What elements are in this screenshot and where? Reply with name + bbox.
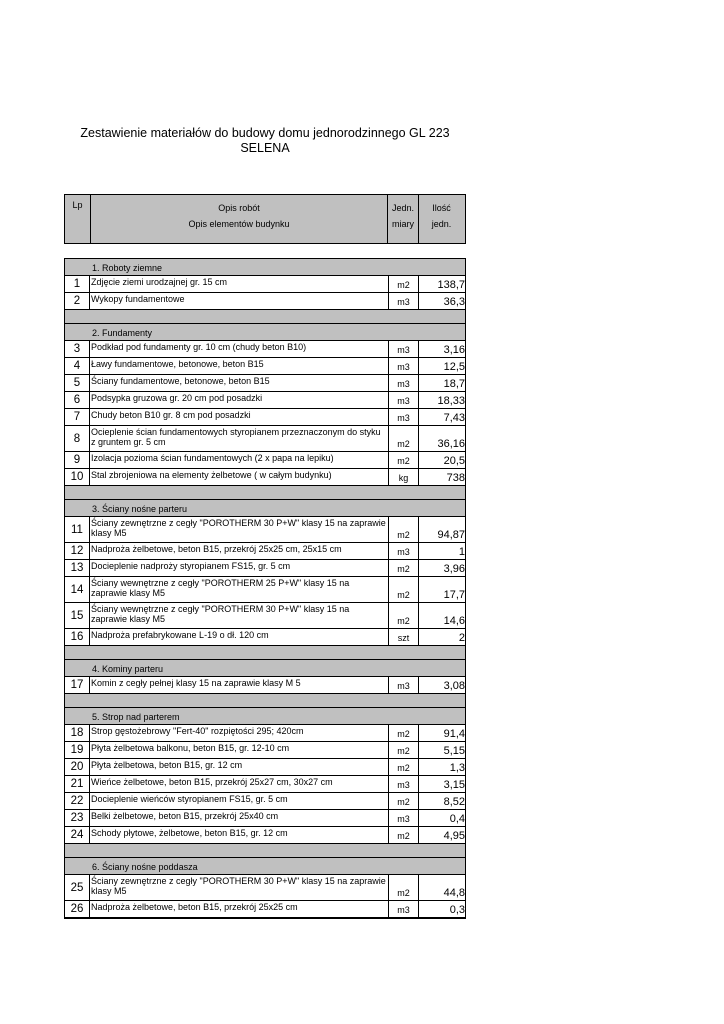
row-number: 11 bbox=[65, 517, 90, 542]
materials-table bbox=[64, 258, 466, 919]
table-row bbox=[64, 809, 466, 826]
row-unit: m2 bbox=[388, 517, 419, 542]
table-row bbox=[64, 516, 466, 542]
row-description: Schody płytowe, żelbetowe, beton B15, gr. 12 cm bbox=[91, 828, 288, 838]
row-unit: m3 bbox=[388, 392, 419, 408]
row-number: 16 bbox=[65, 629, 90, 645]
row-unit: m2 bbox=[388, 603, 419, 628]
row-description: Izolacja pozioma ścian fundamentowych (2 x papa na lepiku) bbox=[91, 453, 334, 463]
row-quantity: 20,5 bbox=[443, 455, 465, 467]
row-unit: m3 bbox=[388, 677, 419, 693]
row-unit: m3 bbox=[388, 409, 419, 425]
row-number: 4 bbox=[65, 358, 90, 374]
row-number: 6 bbox=[65, 392, 90, 408]
row-number: 22 bbox=[65, 793, 90, 809]
row-description: Ściany fundamentowe, betonowe, beton B15 bbox=[91, 376, 270, 386]
row-description: Nadproża żelbetowe, beton B15, przekrój 25x25 cm bbox=[91, 902, 298, 912]
table-row bbox=[64, 391, 466, 408]
row-quantity: 0,4 bbox=[449, 813, 465, 825]
row-description: Nadproża żelbetowe, beton B15, przekrój 25x25 cm, 25x15 cm bbox=[91, 544, 342, 554]
row-description: Docieplenie wieńców styropianem FS15, gr. 5 cm bbox=[91, 794, 288, 804]
row-description: Wykopy fundamentowe bbox=[91, 294, 185, 304]
row-number: 19 bbox=[65, 742, 90, 758]
table-row bbox=[64, 559, 466, 576]
row-unit: m3 bbox=[388, 901, 419, 917]
row-description: Chudy beton B10 gr. 8 cm pod posadzki bbox=[91, 410, 251, 420]
table-row bbox=[64, 826, 466, 843]
table-row bbox=[64, 468, 466, 485]
row-description: Ściany wewnętrzne z cegły "POROTHERM 30 P+W" klasy 15 na zaprawie klasy M5 bbox=[91, 604, 387, 624]
row-number: 3 bbox=[65, 341, 90, 357]
row-unit: m3 bbox=[388, 293, 419, 309]
table-row bbox=[64, 724, 466, 741]
row-description: Nadproża prefabrykowane L-19 o dł. 120 cm bbox=[91, 630, 269, 640]
row-quantity: 94,87 bbox=[437, 529, 465, 541]
table-row bbox=[64, 275, 466, 292]
row-unit: m2 bbox=[388, 452, 419, 468]
section-spacer bbox=[64, 693, 466, 707]
table-row bbox=[64, 602, 466, 628]
row-unit: m2 bbox=[388, 742, 419, 758]
header-description-line-1: Opis robót bbox=[218, 203, 260, 213]
row-quantity: 36,16 bbox=[437, 438, 465, 450]
row-description: Ławy fundamentowe, betonowe, beton B15 bbox=[91, 359, 264, 369]
row-unit: kg bbox=[388, 469, 419, 485]
table-row bbox=[64, 741, 466, 758]
row-unit: m3 bbox=[388, 358, 419, 374]
table-row bbox=[64, 408, 466, 425]
section-title: 6. Ściany nośne poddasza bbox=[92, 862, 198, 872]
section-header bbox=[64, 258, 466, 275]
row-description: Komin z cegły pełnej klasy 15 na zaprawie klasy M 5 bbox=[91, 678, 301, 688]
table-row bbox=[64, 374, 466, 391]
section-title: 5. Strop nad parterem bbox=[92, 712, 180, 722]
row-quantity: 36,3 bbox=[443, 296, 465, 308]
row-quantity: 138,7 bbox=[437, 279, 465, 291]
row-description: Płyta żelbetowa, beton B15, gr. 12 cm bbox=[91, 760, 243, 770]
row-quantity: 738 bbox=[446, 472, 465, 484]
row-number: 24 bbox=[65, 827, 90, 843]
row-number: 14 bbox=[65, 577, 90, 602]
header-quantity-line-1: Ilość bbox=[432, 203, 451, 213]
row-number: 25 bbox=[65, 875, 90, 900]
section-title: 4. Kominy parteru bbox=[92, 664, 164, 674]
row-quantity: 91,4 bbox=[443, 728, 465, 740]
row-description: Płyta żelbetowa balkonu, beton B15, gr. 12-10 cm bbox=[91, 743, 290, 753]
table-row bbox=[64, 425, 466, 451]
row-number: 5 bbox=[65, 375, 90, 391]
row-unit: m2 bbox=[388, 725, 419, 741]
row-number: 8 bbox=[65, 426, 90, 451]
row-quantity: 2 bbox=[458, 632, 465, 644]
section-header bbox=[64, 857, 466, 874]
row-quantity: 5,15 bbox=[443, 745, 465, 757]
section-spacer bbox=[64, 485, 466, 499]
table-row bbox=[64, 775, 466, 792]
row-description: Strop gęstożebrowy "Fert-40" rozpiętości 295; 420cm bbox=[91, 726, 304, 736]
header-description-line-2: Opis elementów budynku bbox=[188, 219, 290, 229]
table-row bbox=[64, 676, 466, 693]
row-quantity: 12,5 bbox=[443, 361, 465, 373]
header-description bbox=[91, 195, 388, 243]
row-number: 18 bbox=[65, 725, 90, 741]
row-description: Ściany zewnętrzne z cegły "POROTHERM 30 P+W" klasy 15 na zaprawie klasy M5 bbox=[91, 518, 386, 538]
table-bottom-border bbox=[64, 917, 466, 919]
row-description: Docieplenie nadproży styropianem FS15, gr. 5 cm bbox=[91, 561, 291, 571]
row-quantity: 14,6 bbox=[443, 615, 465, 627]
row-number: 12 bbox=[65, 543, 90, 559]
row-quantity: 4,95 bbox=[443, 830, 465, 842]
table-row bbox=[64, 576, 466, 602]
row-quantity: 3,96 bbox=[443, 563, 465, 575]
table-header bbox=[64, 194, 466, 244]
table-row bbox=[64, 340, 466, 357]
row-quantity: 7,43 bbox=[443, 412, 465, 424]
row-number: 2 bbox=[65, 293, 90, 309]
row-unit: szt bbox=[388, 629, 419, 645]
document-title bbox=[64, 126, 466, 156]
table-row bbox=[64, 792, 466, 809]
section-header bbox=[64, 323, 466, 340]
header-unit bbox=[388, 195, 419, 243]
table-row bbox=[64, 758, 466, 775]
table-row bbox=[64, 900, 466, 917]
row-description: Ściany zewnętrzne z cegły "POROTHERM 30 P+W" klasy 15 na zaprawie klasy M5 bbox=[91, 876, 386, 896]
row-unit: m2 bbox=[388, 875, 419, 900]
table-row bbox=[64, 451, 466, 468]
row-number: 9 bbox=[65, 452, 90, 468]
row-quantity: 0,3 bbox=[449, 904, 465, 916]
row-description: Ściany wewnętrzne z cegły "POROTHERM 25 P+W" klasy 15 na zaprawie klasy M5 bbox=[91, 578, 387, 598]
row-number: 15 bbox=[65, 603, 90, 628]
section-spacer bbox=[64, 309, 466, 323]
row-quantity: 18,7 bbox=[443, 378, 465, 390]
row-number: 23 bbox=[65, 810, 90, 826]
row-quantity: 18,33 bbox=[437, 395, 465, 407]
section-spacer bbox=[64, 645, 466, 659]
table-row bbox=[64, 628, 466, 645]
row-unit: m3 bbox=[388, 543, 419, 559]
row-description: Ocieplenie ścian fundamentowych styropianem przeznaczonym do styku z gruntem gr. 5 cm bbox=[91, 427, 387, 447]
header-unit-line-2: miary bbox=[392, 219, 414, 229]
row-quantity: 8,52 bbox=[443, 796, 465, 808]
row-unit: m2 bbox=[388, 577, 419, 602]
row-number: 10 bbox=[65, 469, 90, 485]
section-title: 2. Fundamenty bbox=[92, 328, 153, 338]
row-unit: m2 bbox=[388, 793, 419, 809]
row-description: Belki żelbetowe, beton B15, przekrój 25x40 cm bbox=[91, 811, 279, 821]
row-quantity: 17,7 bbox=[443, 589, 465, 601]
row-number: 26 bbox=[65, 901, 90, 917]
row-unit: m2 bbox=[388, 276, 419, 292]
header-unit-line-1: Jedn. bbox=[391, 203, 415, 213]
table-row bbox=[64, 874, 466, 900]
row-quantity: 1 bbox=[458, 546, 465, 558]
row-number: 20 bbox=[65, 759, 90, 775]
header-quantity-line-2: jedn. bbox=[431, 219, 452, 229]
section-header bbox=[64, 499, 466, 516]
row-number: 21 bbox=[65, 776, 90, 792]
table-row bbox=[64, 542, 466, 559]
header-quantity bbox=[419, 195, 464, 243]
row-unit: m3 bbox=[388, 776, 419, 792]
section-spacer bbox=[64, 843, 466, 857]
row-number: 7 bbox=[65, 409, 90, 425]
section-header bbox=[64, 659, 466, 676]
row-number: 1 bbox=[65, 276, 90, 292]
title-line-1: Zestawienie materiałów do budowy domu jednorodzinnego GL 223 bbox=[80, 126, 450, 140]
row-quantity: 3,08 bbox=[443, 680, 465, 692]
section-title: 3. Ściany nośne parteru bbox=[92, 504, 188, 514]
title-line-2: SELENA bbox=[240, 141, 290, 155]
row-description: Zdjęcie ziemi urodzajnej gr. 15 cm bbox=[91, 277, 228, 287]
row-unit: m3 bbox=[388, 810, 419, 826]
row-unit: m2 bbox=[388, 560, 419, 576]
row-unit: m3 bbox=[388, 341, 419, 357]
row-unit: m2 bbox=[388, 759, 419, 775]
row-quantity: 1,3 bbox=[449, 762, 465, 774]
table-row bbox=[64, 357, 466, 374]
row-quantity: 44,8 bbox=[443, 887, 465, 899]
table-row bbox=[64, 292, 466, 309]
header-lp: Lp bbox=[65, 195, 91, 243]
row-unit: m3 bbox=[388, 375, 419, 391]
section-title: 1. Roboty ziemne bbox=[92, 263, 163, 273]
row-quantity: 3,15 bbox=[443, 779, 465, 791]
row-description: Stal zbrojeniowa na elementy żelbetowe ( w całym budynku) bbox=[91, 470, 332, 480]
row-unit: m2 bbox=[388, 827, 419, 843]
row-number: 13 bbox=[65, 560, 90, 576]
row-number: 17 bbox=[65, 677, 90, 693]
row-description: Wieńce żelbetowe, beton B15, przekrój 25x27 cm, 30x27 cm bbox=[91, 777, 333, 787]
section-header bbox=[64, 707, 466, 724]
row-description: Podsypka gruzowa gr. 20 cm pod posadzki bbox=[91, 393, 263, 403]
row-quantity: 3,16 bbox=[443, 344, 465, 356]
row-description: Podkład pod fundamenty gr. 10 cm (chudy beton B10) bbox=[91, 342, 307, 352]
row-unit: m2 bbox=[388, 426, 419, 451]
